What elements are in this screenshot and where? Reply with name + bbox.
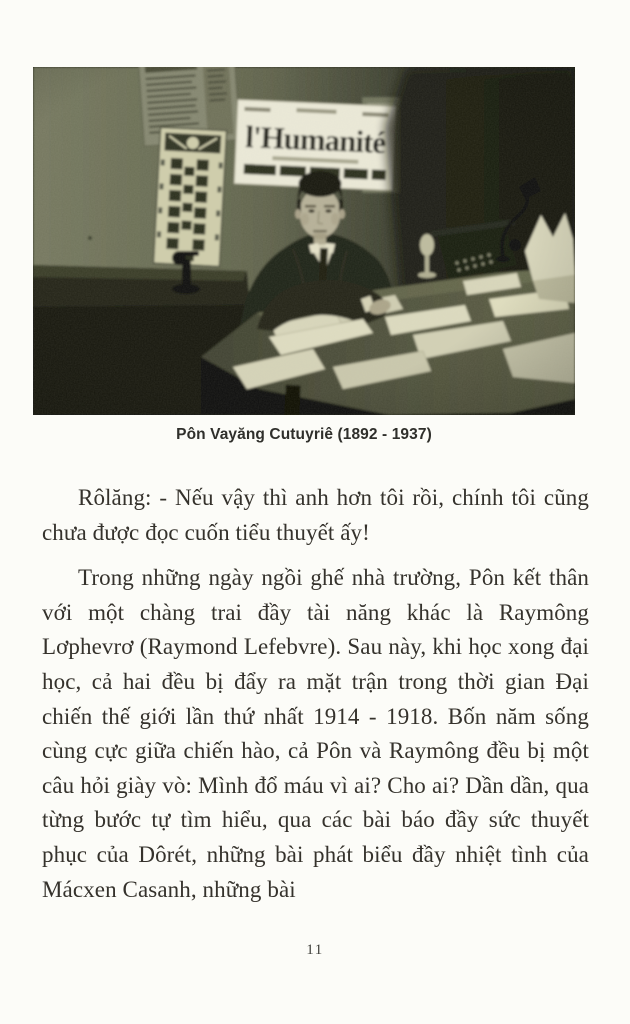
photo-caption: Pôn Vayăng Cutuyriê (1892 - 1937) xyxy=(176,426,432,443)
photo-canvas xyxy=(33,67,575,415)
historical-photo xyxy=(33,67,575,415)
photo-figure xyxy=(33,67,575,444)
paragraph-1: Rôlăng: - Nếu vậy thì anh hơn tôi rồi, chính tôi cũng chưa được đọc cuốn tiểu thuyết ấy! xyxy=(42,485,589,545)
paragraph-2: Trong những ngày ngồi ghế nhà trường, Pôn kết thân với một chàng trai đầy tài năng khác là Raymông Lơphevrơ (Raymond Lefebvre). Sau này, khi học xong đại học, cả hai đều bị đẩy ra mặt trận trong thời gian Đại chiến thế giới lần thứ nhất 1914 - 1918. Bốn năm sống cùng cực giữa chiến hào, cả Pôn và Raymông đều bị một câu hỏi giày vò: Mình đổ máu vì ai? Cho ai? Dần dần, qua từng bước tự tìm hiểu, qua các bài báo đầy sức thuyết phục của Dôrét, những bài phát biểu đầy nhiệt tình của Mácxen Casanh, những bài xyxy=(42,565,589,902)
page-number: 11 xyxy=(306,942,324,958)
body-text xyxy=(42,481,589,918)
photo-grain xyxy=(33,67,575,415)
